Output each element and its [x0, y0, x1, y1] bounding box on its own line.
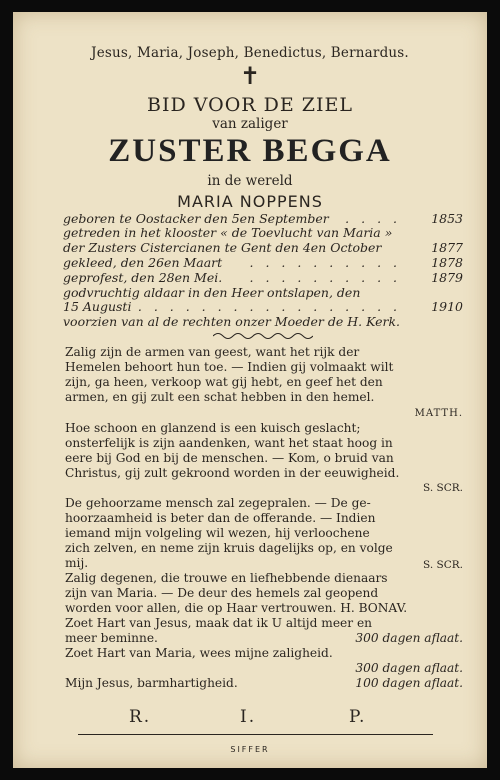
- text-line: Christus, gij zult gekroond worden in der eeuwigheid.: [65, 466, 400, 480]
- bio-dots: . . . . . . . . . .: [249, 255, 401, 270]
- bio-text: getreden in het klooster « de Toevlucht van Maria »: [63, 225, 393, 240]
- bio-year: 1853: [431, 211, 463, 226]
- saints-invocation: Jesus, Maria, Joseph, Benedictus, Bernardus.: [91, 45, 409, 61]
- rip-p: P.: [349, 707, 367, 727]
- in-de-wereld-text: in de wereld: [207, 173, 293, 189]
- bio-dots: . . . . . . . . . .: [249, 270, 401, 285]
- text-line: zijn, ga heen, verkoop wat gij hebt, en geef het den: [65, 375, 383, 389]
- text-line: eere bij God en bij de menschen. — Kom, o bruid van: [65, 451, 394, 465]
- ornament-divider: [213, 331, 313, 341]
- text-line: Zalig zijn de armen van geest, want het rijk der: [65, 345, 360, 359]
- bio-year: 1910: [431, 299, 463, 314]
- source-matth: MATTH.: [414, 408, 463, 419]
- bio-year: 1878: [431, 255, 463, 270]
- text-line: zijn van Maria. — De deur des hemels zal geopend: [65, 586, 379, 600]
- text-line: mij.: [65, 556, 89, 570]
- bio-text: gekleed, den 26en Maart: [63, 255, 223, 270]
- memorial-card: [13, 12, 487, 768]
- text-line: iemand mijn volgeling wil wezen, hij verloochene: [65, 526, 370, 540]
- text-line: hoorzaamheid is beter dan de offerande. — Indien: [65, 511, 376, 525]
- text-line: worden voor allen, die op Haar vertrouwen. H. BONAV.: [65, 601, 408, 615]
- text-line: Hemelen behoort hun toe. — Indien gij volmaakt wilt: [65, 360, 394, 374]
- bio-year: 1877: [431, 240, 463, 255]
- cross-icon: ✝: [239, 62, 261, 90]
- rip-r: R.: [129, 707, 152, 727]
- text-line: Hoe schoon en glanzend is een kuisch geslacht;: [65, 421, 361, 435]
- text-line: meer beminne.: [65, 631, 158, 645]
- bio-text: 15 Augusti: [63, 299, 132, 314]
- text-line: Zoet Hart van Maria, wees mijne zaligheid.: [65, 646, 333, 660]
- text-line: armen, en gij zult een schat hebben in den hemel.: [65, 390, 375, 404]
- bio-year: 1879: [431, 270, 463, 285]
- bio-text: geboren te Oostacker den 5en September: [63, 211, 329, 226]
- van-zaliger-text: van zaliger: [212, 116, 288, 132]
- text-line: De gehoorzame mensch zal zegepralen. — De ge-: [65, 496, 371, 510]
- bio-text: geprofest, den 28en Mei.: [63, 270, 223, 285]
- bio-text: der Zusters Cistercianen te Gent den 4en October: [63, 240, 382, 255]
- bio-text: godvruchtig aldaar in den Heer ontslapen, den: [63, 285, 361, 300]
- deceased-name: ZUSTER BEGGA: [108, 133, 392, 169]
- indulgence-text: 300 dagen aflaat.: [355, 661, 463, 675]
- bottom-rule: [78, 734, 433, 735]
- rip-i: I.: [240, 707, 257, 727]
- indulgence-text: 300 dagen aflaat.: [355, 631, 463, 645]
- source-scr: S. SCR.: [423, 559, 463, 571]
- bio-text: voorzien van al de rechten onzer Moeder de H. Kerk.: [63, 314, 401, 329]
- text-line: zich zelven, en neme zijn kruis dagelijks op, en volge: [65, 541, 393, 555]
- worldly-name: MARIA NOPPENS: [177, 192, 323, 211]
- source-scr: S. SCR.: [423, 482, 463, 494]
- printer-name: SIFFER: [230, 745, 270, 754]
- text-line: Zoet Hart van Jesus, maak dat ik U altijd meer en: [65, 616, 373, 630]
- text-line: Mijn Jesus, barmhartigheid.: [65, 676, 238, 690]
- indulgence-text: 100 dagen aflaat.: [355, 676, 463, 690]
- bio-dots: . . . . . . . . . . . . . . . . .: [137, 299, 401, 314]
- text-line: Zalig degenen, die trouwe en liefhebbende dienaars: [65, 571, 388, 585]
- bio-dots: . . . .: [345, 211, 401, 226]
- text-line: onsterfelijk is zijn aandenken, want het staat hoog in: [65, 436, 393, 450]
- prayer-title: BID VOOR DE ZIEL: [147, 94, 353, 116]
